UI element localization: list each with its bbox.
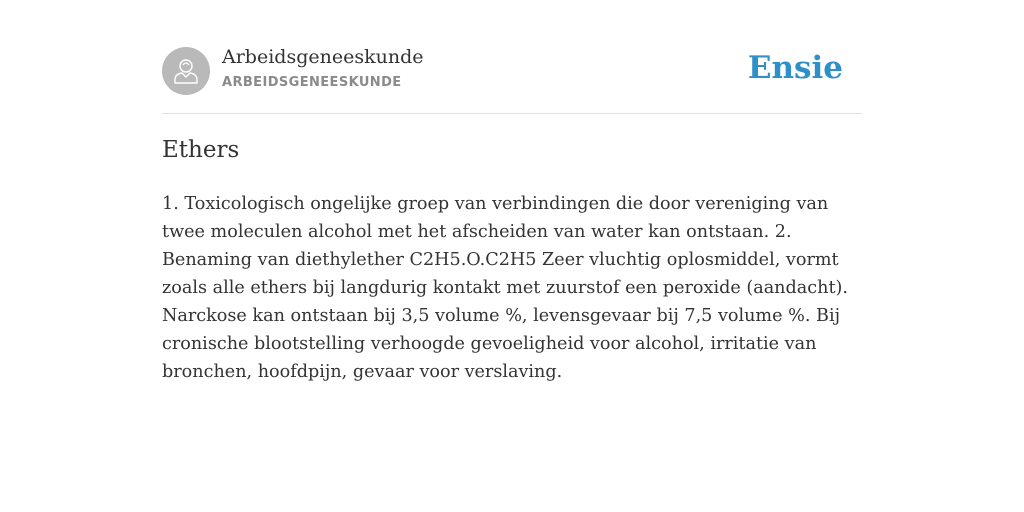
divider xyxy=(162,113,862,114)
source-title[interactable]: Arbeidsgeneeskunde xyxy=(222,46,424,68)
user-icon xyxy=(171,56,201,86)
brand-logo[interactable]: Ensie xyxy=(747,50,843,86)
entry-body: 1. Toxicologisch ongelijke groep van verbindingen die door vereniging van twee moleculen alcohol met het afscheiden van water kan ontstaan. 2. Benaming van diethylether C2H5.O.C2H5 Zeer vluchtig oplosmiddel, vormt zoals alle ethers bij langdurig kontakt met zuurstof een peroxide (aandacht). Narckose kan ontstaan bij 3,5 volume %, levensgevaar bij 7,5 volume %. Bij cronische blootstelling verhoogde gevoeligheid voor alcohol, irritatie van bronchen, hoofdpijn, gevaar voor verslaving. xyxy=(162,194,848,382)
source-header xyxy=(162,46,862,96)
entry-title: Ethers xyxy=(162,137,240,163)
source-subtitle[interactable]: ARBEIDSGENEESKUNDE xyxy=(222,75,402,90)
avatar[interactable] xyxy=(162,47,210,95)
